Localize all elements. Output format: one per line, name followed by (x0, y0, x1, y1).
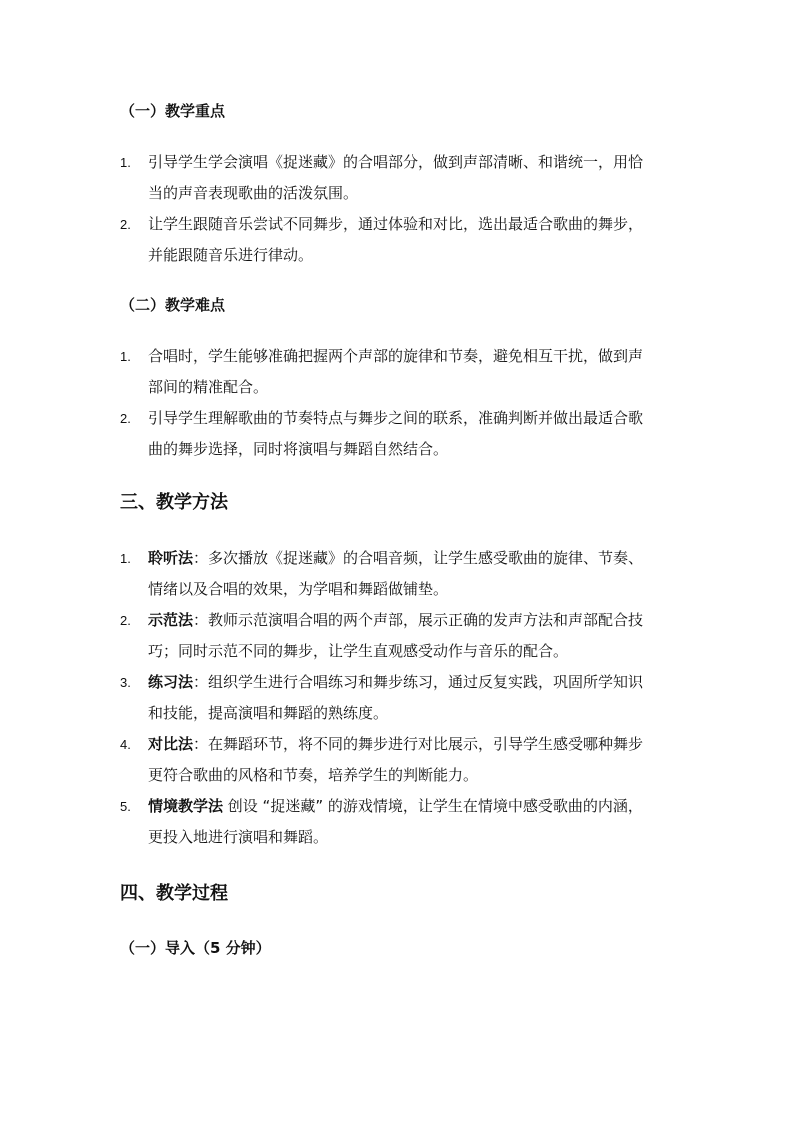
process-section-heading: 四、教学过程 (120, 883, 228, 904)
item-number: 2. (120, 613, 131, 628)
list-item (0, 605, 678, 667)
item-number: 5. (120, 799, 131, 814)
method-term: 练习法 (148, 673, 194, 691)
key-points-list (0, 147, 794, 271)
item-text-line: 让学生跟随音乐尝试不同舞步，通过体验和对比，选出最适合歌曲的舞步， (148, 215, 644, 233)
list-item (0, 543, 678, 605)
item-text-line: 合唱时，学生能够准确把握两个声部的旋律和节奏，避免相互干扰，做到声 (148, 347, 644, 365)
item-number: 3. (120, 675, 131, 690)
item-text-line (148, 605, 678, 636)
item-number: 2. (120, 217, 131, 232)
difficult-points-list (0, 341, 794, 465)
list-item (0, 341, 678, 403)
item-text-line (148, 667, 678, 698)
item-number: 1. (120, 155, 131, 170)
item-text-line: 更符合歌曲的风格和节奏，培养学生的判断能力。 (148, 766, 479, 784)
item-text-line: 部间的精准配合。 (148, 378, 269, 396)
list-item (0, 791, 678, 853)
item-text-line: 曲的舞步选择，同时将演唱与舞蹈自然结合。 (148, 440, 449, 458)
item-text-line: 引导学生学会演唱《捉迷藏》的合唱部分，做到声部清晰、和谐统一，用恰 (148, 153, 644, 171)
key-points-heading: （一）教学重点 (120, 102, 226, 120)
list-item (0, 147, 678, 209)
item-text-line: 巧；同时示范不同的舞步，让学生直观感受动作与音乐的配合。 (148, 642, 569, 660)
method-term: 对比法 (148, 735, 194, 753)
methods-section-heading: 三、教学方法 (120, 492, 228, 513)
item-text-line (148, 729, 678, 760)
list-item (0, 729, 678, 791)
difficult-points-heading: （二）教学难点 (120, 296, 226, 314)
item-text-line (148, 791, 678, 822)
method-term: 聆听法 (148, 549, 194, 567)
methods-list (0, 543, 794, 853)
item-number: 4. (120, 737, 131, 752)
list-item (0, 209, 678, 271)
item-text-line: 并能跟随音乐进行律动。 (148, 246, 314, 264)
item-text-line: 更投入地进行演唱和舞蹈。 (148, 828, 329, 846)
method-description: ：多次播放《捉迷藏》的合唱音频，让学生感受歌曲的旋律、节奏、 (193, 549, 644, 567)
method-description: ：教师示范演唱合唱的两个声部，展示正确的发声方法和声部配合技 (193, 611, 644, 629)
method-description: 创设 “捉迷藏” 的游戏情境，让学生在情境中感受歌曲的内涵， (223, 797, 643, 815)
intro-sub-heading: （一）导入（5 分钟） (120, 939, 271, 957)
method-term: 情境教学法 (148, 797, 224, 815)
method-description: ：组织学生进行合唱练习和舞步练习，通过反复实践，巩固所学知识 (193, 673, 644, 691)
method-term: 示范法 (148, 611, 194, 629)
item-text-line (148, 543, 678, 574)
item-text-line: 情绪以及合唱的效果，为学唱和舞蹈做铺垫。 (148, 580, 449, 598)
item-text-line: 引导学生理解歌曲的节奏特点与舞步之间的联系，准确判断并做出最适合歌 (148, 409, 644, 427)
list-item (0, 403, 678, 465)
item-number: 1. (120, 349, 131, 364)
item-number: 1. (120, 551, 131, 566)
item-text-line: 和技能，提高演唱和舞蹈的熟练度。 (148, 704, 389, 722)
item-text-line: 当的声音表现歌曲的活泼氛围。 (148, 184, 359, 202)
method-description: ：在舞蹈环节，将不同的舞步进行对比展示，引导学生感受哪种舞步 (193, 735, 644, 753)
list-item (0, 667, 678, 729)
item-number: 2. (120, 411, 131, 426)
